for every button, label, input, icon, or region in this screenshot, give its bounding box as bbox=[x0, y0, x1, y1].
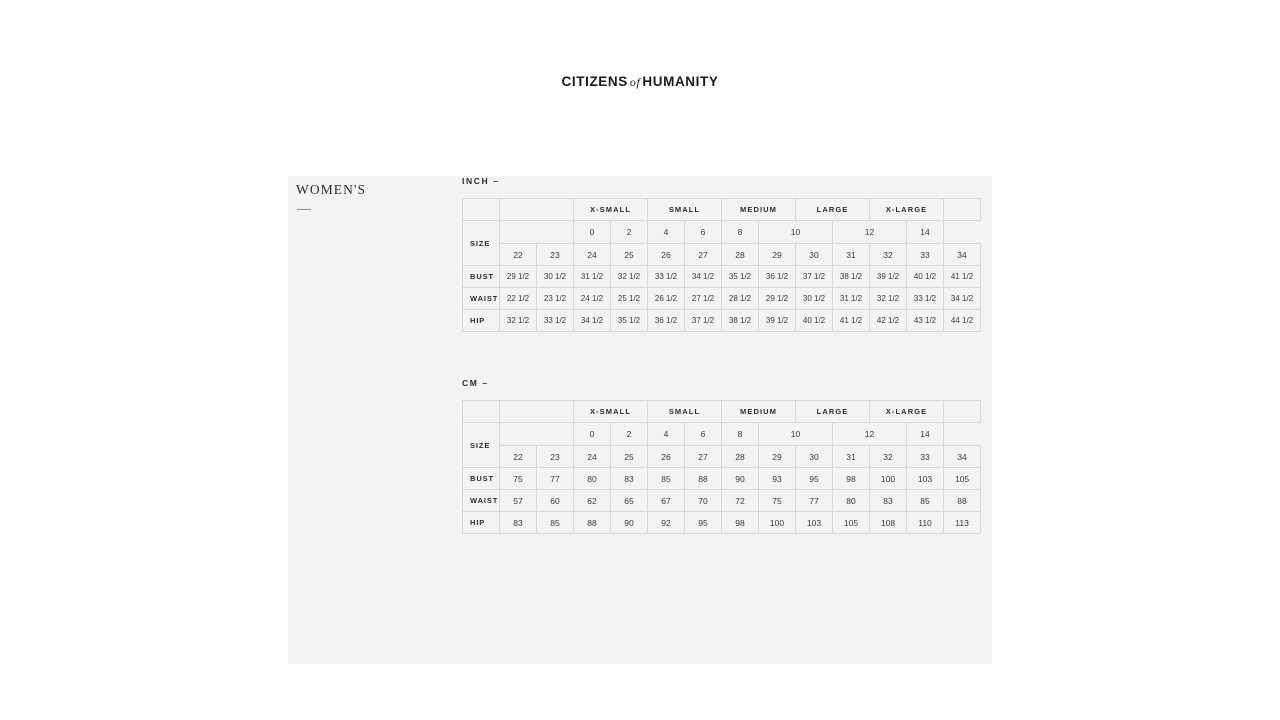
measure-cell: 103 bbox=[796, 512, 833, 534]
brand-of: of bbox=[629, 75, 641, 89]
table-row-numeric-sizes bbox=[463, 221, 981, 244]
measure-cell: 41 1/2 bbox=[833, 310, 870, 332]
measure-cell: 98 bbox=[722, 512, 759, 534]
measure-cell: 30 1/2 bbox=[537, 266, 574, 288]
sidebar-category-title: WOMEN'S bbox=[296, 182, 367, 197]
waist-size-cell: 29 bbox=[759, 244, 796, 266]
row-label-bust: BUST bbox=[463, 266, 500, 288]
waist-size-cell: 34 bbox=[944, 446, 981, 468]
measure-cell: 90 bbox=[722, 468, 759, 490]
measure-cell: 88 bbox=[944, 490, 981, 512]
cell-blank bbox=[500, 199, 574, 221]
measure-cell: 38 1/2 bbox=[833, 266, 870, 288]
measure-cell: 80 bbox=[574, 468, 611, 490]
cell-blank bbox=[944, 199, 981, 221]
size-cell: 6 bbox=[685, 423, 722, 446]
measure-cell: 23 1/2 bbox=[537, 288, 574, 310]
size-cell: 14 bbox=[907, 423, 944, 446]
measure-cell: 95 bbox=[796, 468, 833, 490]
size-table-cm bbox=[462, 400, 981, 534]
measure-cell: 31 1/2 bbox=[833, 288, 870, 310]
row-label-waist: WAIST bbox=[463, 288, 500, 310]
size-cell: 14 bbox=[907, 221, 944, 244]
measure-cell: 41 1/2 bbox=[944, 266, 981, 288]
measure-cell: 72 bbox=[722, 490, 759, 512]
group-header-xlarge: X-LARGE bbox=[870, 199, 944, 221]
table-row bbox=[463, 512, 981, 534]
table-row-waist-sizes bbox=[463, 446, 981, 468]
measure-cell: 42 1/2 bbox=[870, 310, 907, 332]
measure-cell: 30 1/2 bbox=[796, 288, 833, 310]
cell-blank bbox=[463, 401, 500, 423]
unit-label-inch: INCH – bbox=[462, 176, 500, 186]
measure-cell: 24 1/2 bbox=[574, 288, 611, 310]
table-row bbox=[463, 310, 981, 332]
group-header-large: LARGE bbox=[796, 401, 870, 423]
measure-cell: 33 1/2 bbox=[648, 266, 685, 288]
waist-size-cell: 22 bbox=[500, 446, 537, 468]
measure-cell: 77 bbox=[796, 490, 833, 512]
measure-cell: 83 bbox=[500, 512, 537, 534]
measure-cell: 29 1/2 bbox=[759, 288, 796, 310]
measure-cell: 28 1/2 bbox=[722, 288, 759, 310]
measure-cell: 32 1/2 bbox=[611, 266, 648, 288]
row-label-size: SIZE bbox=[463, 221, 500, 266]
measure-cell: 34 1/2 bbox=[944, 288, 981, 310]
table-row-group-headers bbox=[463, 199, 981, 221]
measure-cell: 27 1/2 bbox=[685, 288, 722, 310]
measure-cell: 85 bbox=[907, 490, 944, 512]
measure-cell: 34 1/2 bbox=[685, 266, 722, 288]
waist-size-cell: 28 bbox=[722, 446, 759, 468]
size-cell: 12 bbox=[833, 423, 907, 446]
row-label-hip: HIP bbox=[463, 512, 500, 534]
measure-cell: 33 1/2 bbox=[537, 310, 574, 332]
measure-cell: 40 1/2 bbox=[907, 266, 944, 288]
size-cell: 6 bbox=[685, 221, 722, 244]
waist-size-cell: 32 bbox=[870, 244, 907, 266]
group-header-xsmall: X-SMALL bbox=[574, 401, 648, 423]
waist-size-cell: 22 bbox=[500, 244, 537, 266]
size-cell: 2 bbox=[611, 423, 648, 446]
waist-size-cell: 34 bbox=[944, 244, 981, 266]
measure-cell: 83 bbox=[870, 490, 907, 512]
measure-cell: 92 bbox=[648, 512, 685, 534]
measure-cell: 93 bbox=[759, 468, 796, 490]
size-cell: 8 bbox=[722, 423, 759, 446]
measure-cell: 44 1/2 bbox=[944, 310, 981, 332]
size-cell: 4 bbox=[648, 221, 685, 244]
waist-size-cell: 23 bbox=[537, 446, 574, 468]
measure-cell: 83 bbox=[611, 468, 648, 490]
cell-blank bbox=[500, 423, 574, 446]
size-cell: 0 bbox=[574, 423, 611, 446]
waist-size-cell: 24 bbox=[574, 244, 611, 266]
waist-size-cell: 26 bbox=[648, 244, 685, 266]
measure-cell: 67 bbox=[648, 490, 685, 512]
table-row bbox=[463, 468, 981, 490]
measure-cell: 105 bbox=[833, 512, 870, 534]
measure-cell: 57 bbox=[500, 490, 537, 512]
measure-cell: 22 1/2 bbox=[500, 288, 537, 310]
size-cell: 10 bbox=[759, 423, 833, 446]
size-cell: 0 bbox=[574, 221, 611, 244]
measure-cell: 65 bbox=[611, 490, 648, 512]
table-row-group-headers bbox=[463, 401, 981, 423]
measure-cell: 36 1/2 bbox=[759, 266, 796, 288]
unit-label-cm: CM – bbox=[462, 378, 489, 388]
measure-cell: 105 bbox=[944, 468, 981, 490]
group-header-medium: MEDIUM bbox=[722, 199, 796, 221]
measure-cell: 108 bbox=[870, 512, 907, 534]
measure-cell: 75 bbox=[500, 468, 537, 490]
measure-cell: 33 1/2 bbox=[907, 288, 944, 310]
size-cell: 4 bbox=[648, 423, 685, 446]
size-cell: 12 bbox=[833, 221, 907, 244]
size-cell: 10 bbox=[759, 221, 833, 244]
row-label-waist: WAIST bbox=[463, 490, 500, 512]
size-cell: 8 bbox=[722, 221, 759, 244]
measure-cell: 100 bbox=[759, 512, 796, 534]
measure-cell: 85 bbox=[537, 512, 574, 534]
measure-cell: 40 1/2 bbox=[796, 310, 833, 332]
size-cell: 2 bbox=[611, 221, 648, 244]
measure-cell: 70 bbox=[685, 490, 722, 512]
waist-size-cell: 24 bbox=[574, 446, 611, 468]
measure-cell: 43 1/2 bbox=[907, 310, 944, 332]
size-chart-content bbox=[462, 176, 982, 534]
cell-blank bbox=[500, 221, 574, 244]
table-row-numeric-sizes bbox=[463, 423, 981, 446]
measure-cell: 34 1/2 bbox=[574, 310, 611, 332]
group-header-small: SMALL bbox=[648, 199, 722, 221]
measure-cell: 85 bbox=[648, 468, 685, 490]
table-row bbox=[463, 266, 981, 288]
waist-size-cell: 25 bbox=[611, 244, 648, 266]
waist-size-cell: 26 bbox=[648, 446, 685, 468]
measure-cell: 88 bbox=[685, 468, 722, 490]
measure-cell: 35 1/2 bbox=[722, 266, 759, 288]
measure-cell: 32 1/2 bbox=[500, 310, 537, 332]
sidebar-divider bbox=[297, 209, 311, 210]
measure-cell: 110 bbox=[907, 512, 944, 534]
row-label-size: SIZE bbox=[463, 423, 500, 468]
measure-cell: 80 bbox=[833, 490, 870, 512]
measure-cell: 98 bbox=[833, 468, 870, 490]
waist-size-cell: 25 bbox=[611, 446, 648, 468]
group-header-xsmall: X-SMALL bbox=[574, 199, 648, 221]
measure-cell: 37 1/2 bbox=[796, 266, 833, 288]
measure-cell: 32 1/2 bbox=[870, 288, 907, 310]
measure-cell: 77 bbox=[537, 468, 574, 490]
measure-cell: 90 bbox=[611, 512, 648, 534]
brand-part1: CITIZENS bbox=[561, 74, 628, 89]
section-cm bbox=[462, 378, 982, 534]
row-label-hip: HIP bbox=[463, 310, 500, 332]
measure-cell: 25 1/2 bbox=[611, 288, 648, 310]
cell-blank bbox=[944, 401, 981, 423]
brand-logo bbox=[0, 74, 1280, 90]
waist-size-cell: 31 bbox=[833, 446, 870, 468]
waist-size-cell: 31 bbox=[833, 244, 870, 266]
table-row bbox=[463, 288, 981, 310]
measure-cell: 100 bbox=[870, 468, 907, 490]
measure-cell: 26 1/2 bbox=[648, 288, 685, 310]
measure-cell: 35 1/2 bbox=[611, 310, 648, 332]
cell-blank bbox=[500, 401, 574, 423]
measure-cell: 103 bbox=[907, 468, 944, 490]
group-header-small: SMALL bbox=[648, 401, 722, 423]
measure-cell: 29 1/2 bbox=[500, 266, 537, 288]
waist-size-cell: 30 bbox=[796, 244, 833, 266]
measure-cell: 39 1/2 bbox=[870, 266, 907, 288]
waist-size-cell: 29 bbox=[759, 446, 796, 468]
waist-size-cell: 32 bbox=[870, 446, 907, 468]
table-row-waist-sizes bbox=[463, 244, 981, 266]
waist-size-cell: 28 bbox=[722, 244, 759, 266]
group-header-medium: MEDIUM bbox=[722, 401, 796, 423]
waist-size-cell: 27 bbox=[685, 244, 722, 266]
waist-size-cell: 30 bbox=[796, 446, 833, 468]
measure-cell: 95 bbox=[685, 512, 722, 534]
waist-size-cell: 27 bbox=[685, 446, 722, 468]
measure-cell: 36 1/2 bbox=[648, 310, 685, 332]
measure-cell: 31 1/2 bbox=[574, 266, 611, 288]
group-header-xlarge: X-LARGE bbox=[870, 401, 944, 423]
cell-blank bbox=[463, 199, 500, 221]
row-label-bust: BUST bbox=[463, 468, 500, 490]
group-header-large: LARGE bbox=[796, 199, 870, 221]
measure-cell: 75 bbox=[759, 490, 796, 512]
measure-cell: 39 1/2 bbox=[759, 310, 796, 332]
measure-cell: 60 bbox=[537, 490, 574, 512]
section-inch bbox=[462, 176, 982, 332]
measure-cell: 37 1/2 bbox=[685, 310, 722, 332]
size-chart-panel bbox=[288, 176, 992, 664]
measure-cell: 113 bbox=[944, 512, 981, 534]
table-row bbox=[463, 490, 981, 512]
size-table-inch bbox=[462, 198, 981, 332]
waist-size-cell: 23 bbox=[537, 244, 574, 266]
measure-cell: 88 bbox=[574, 512, 611, 534]
waist-size-cell: 33 bbox=[907, 244, 944, 266]
measure-cell: 62 bbox=[574, 490, 611, 512]
waist-size-cell: 33 bbox=[907, 446, 944, 468]
brand-part2: HUMANITY bbox=[642, 74, 719, 89]
measure-cell: 38 1/2 bbox=[722, 310, 759, 332]
